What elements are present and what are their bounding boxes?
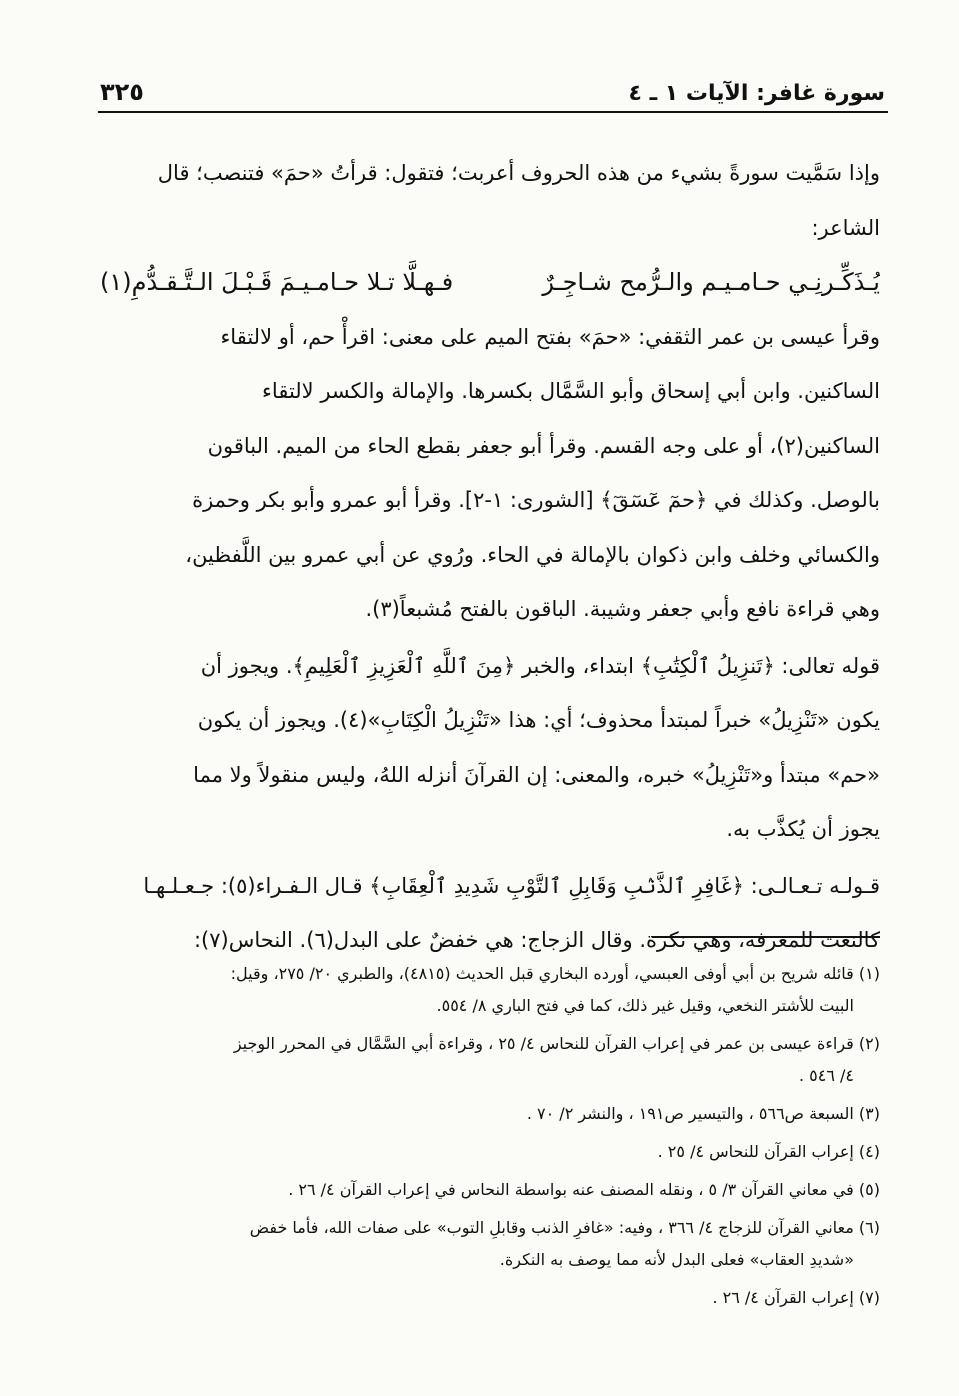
- text-line: والكسائي وخلف وابن ذكوان بالإمالة في الحاء. ورُوي عن أبي عمرو بين اللَّفظين،: [185, 542, 880, 567]
- paragraph-ghafir: [100, 859, 880, 968]
- poetry-verse: [100, 255, 880, 310]
- footnotes: [96, 958, 880, 1320]
- text-line: الشاعر:: [811, 215, 880, 240]
- text-line: كالنعت للمعرفة، وهي نكرة. وقال الزجاج: هي خفضٌ على البدل(٦). النحاس(٧):: [193, 928, 880, 952]
- text-line: الساكنين. وابن أبي إسحاق وأبو السَّمَّال بكسرها. والإمالة والكسر لالتقاء: [262, 379, 880, 403]
- text-line: الساكنين(٢)، أو على وجه القسم. وقرأ أبو جعفر بقطع الحاء من الميم. الباقون: [207, 433, 880, 458]
- text-line: وقرأ عيسى بن عمر الثقفي: «حمَ» بفتح الميم على معنى: اقرأْ حم، أو لالتقاء: [220, 324, 880, 349]
- page-number: ٣٢٥: [100, 78, 144, 106]
- footnote-line: البيت للأشتر النخعي، وقيل غير ذلك، كما في فتح الباري ٨/ ٥٥٤.: [436, 996, 854, 1015]
- main-text: [100, 146, 880, 968]
- text-line: بالوصل. وكذلك في ﴿حمٓ عٓسٓقٓ﴾ [الشورى: ١-٢]. وقرأ أبو عمرو وأبو بكر وحمزة: [192, 488, 880, 512]
- footnote-line: (١) قائله شريح بن أبي أوفى العبسي، أورده البخاري قبل الحديث (٤٨١٥)، والطبري ٢٠/ ٢٧٥، وقيل:: [230, 964, 880, 983]
- text-line: قوله تعالى: ﴿تَنزِيلُ ٱلْكِتَٰبِ﴾ ابتداء، والخبر ﴿مِنَ ٱللَّهِ ٱلْعَزِيزِ ٱلْعَلِيمِ﴾. ويجوز أن: [200, 653, 880, 678]
- footnote-line: (٧) إعراب القرآن ٤/ ٢٦ .: [712, 1288, 880, 1307]
- footnote-5: [96, 1174, 880, 1206]
- text-line: قـولـه تـعـالـى: ﴿غَافِرِ ٱلذَّنۢبِ وَقَابِلِ ٱلتَّوْبِ شَدِيدِ ٱلْعِقَابِ﴾ قـال الـفـراء(٥): جـعـلـهـا: [143, 873, 880, 898]
- footnote-2: [96, 1028, 880, 1092]
- text-line: يكون «تَنْزِيلُ» خبراً لمبتدأ محذوف؛ أي: هذا «تَنْزِيلُ الْكِتَابِ»(٤). ويجوز أن يكون: [197, 708, 880, 732]
- footnote-divider: [652, 936, 880, 938]
- text-line: وهي قراءة نافع وأبي جعفر وشيبة. الباقون بالفتح مُشبعاً(٣).: [365, 597, 880, 621]
- footnote-line: «شديدِ العقاب» فعلى البدل لأنه مما يوصف به النكرة.: [499, 1250, 854, 1269]
- footnote-line: (٣) السبعة ص٥٦٦ ، والتيسير ص١٩١ ، والنشر ٢/ ٧٠ .: [526, 1104, 880, 1123]
- footnote-line: (٦) معاني القرآن للزجاج ٤/ ٣٦٦ ، وفيه: «غافرِ الذنب وقابلِ التوب» على صفات الله، فأما خفض: [249, 1218, 880, 1237]
- footnote-3: [96, 1098, 880, 1130]
- text-line: «حم» مبتدأ و«تَنْزِيلُ» خبره، والمعنى: إن القرآنَ أنزله اللهُ، وليس منقولاً ولا مما: [193, 762, 880, 787]
- running-header: [100, 70, 885, 106]
- footnote-1: [96, 958, 880, 1022]
- footnote-line: ٤/ ٥٤٦ .: [798, 1066, 854, 1085]
- text-line: وإذا سَمَّيت سورةً بشيء من هذه الحروف أعربت؛ فتقول: قرأتُ «حمَ» فتنصب؛ قال: [157, 161, 880, 185]
- footnote-4: [96, 1136, 880, 1168]
- footnote-line: (٢) قراءة عيسى بن عمر في إعراب القرآن للنحاس ٤/ ٢٥ ، وقراءة أبي السَّمَّال في المحرر الوجيز: [233, 1034, 880, 1053]
- footnote-line: (٤) إعراب القرآن للنحاس ٤/ ٢٥ .: [657, 1142, 880, 1161]
- text-line: يجوز أن يُكذَّب به.: [726, 817, 880, 841]
- paragraph-readings: [100, 310, 880, 637]
- footnote-7: [96, 1282, 880, 1314]
- footnote-line: (٥) في معاني القرآن ٣/ ٥ ، ونقله المصنف عنه بواسطة النحاس في إعراب القرآن ٤/ ٢٦ .: [288, 1180, 880, 1199]
- header-divider: [98, 111, 888, 113]
- paragraph-tanzil: [100, 639, 880, 857]
- verse-first-hemistich: يُـذَكِّـرنِـي حـامـيـم والـرُّمح شـاجِـرٌ: [542, 268, 880, 296]
- paragraph-intro: [100, 146, 880, 255]
- verse-second-hemistich: فـهـلَّا تـلا حـامـيـمَ قَـبْـلَ الـتَّـقـدُّمِ(١): [100, 268, 454, 296]
- footnote-6: [96, 1212, 880, 1276]
- surah-title: سورة غافر: الآيات ١ ـ ٤: [628, 81, 885, 106]
